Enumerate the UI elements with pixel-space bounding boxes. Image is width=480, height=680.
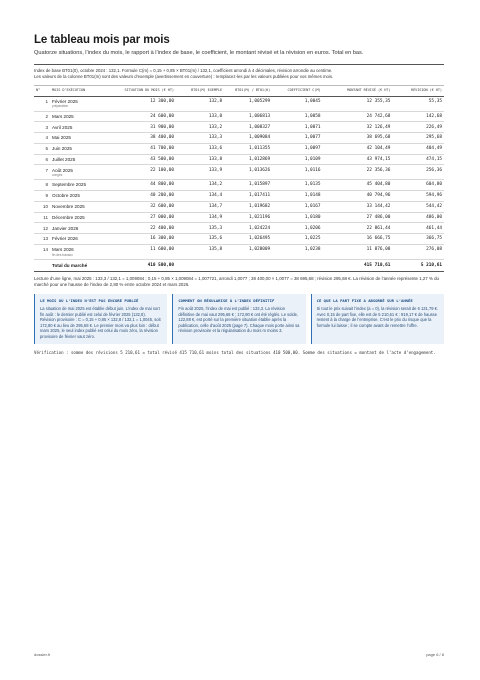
cell-revised-amount [323,223,393,234]
methods-line: Les valeurs de la colonne BT01(m) sont des valeurs d’exemple (avertissement en couverture) : remplacez-les par les valeurs publiées pour vos mêmes mois. [34,74,334,80]
cell-situation-text: 16 300,00 [150,236,174,242]
cell-revised-amount [323,212,393,223]
callout-boxes [34,294,444,344]
cell-bt01-text: 135,6 [208,236,223,242]
cell-situation-text: 44 800,00 [150,182,174,188]
cell-coefficient-text: 1,0225 [304,236,321,242]
cell-ratio-text: 1,015897 [249,182,271,188]
cell-bt01 [176,133,224,144]
cell-bt01-text: 133,2 [208,124,223,130]
cell-number [34,154,50,165]
table-row [34,234,444,245]
total-empty-cell [272,259,322,271]
cell-situation [110,234,176,245]
col-header-month: MOIS D’EXÉCUTION [50,86,110,97]
cell-revision-text: 486,00 [426,214,442,220]
cell-number [34,180,50,191]
cell-revised-amount [323,154,393,165]
cell-month-note: congés [52,173,63,178]
cell-situation-text: 43 500,00 [150,156,174,162]
cell-bt01 [176,191,224,202]
cell-revised-amount [323,133,393,144]
cell-revised-amount [323,191,393,202]
col-header-revised-amount: MONTANT RÉVISÉ (€ HT) [323,86,393,97]
cell-bt01 [176,244,224,259]
cell-number [34,122,50,133]
verification-note: Vérification : somme des révisions 5 210,61 = total révisé 415 710,61 moins total des situations 410 500,00. Somme des situations = montant de l’acte d’engagement. [34,350,436,356]
table-row [34,223,444,234]
cell-situation-text: 31 900,00 [150,124,174,130]
cell-revised-amount [323,165,393,180]
table-row [34,122,444,133]
cell-coefficient [272,212,322,223]
cell-bt01 [176,234,224,245]
col-header-bt01: BT01(M) EXEMPLE [176,86,224,97]
table-row [34,133,444,144]
cell-number-text: 4 [45,135,49,141]
cell-month-text: Novembre 2025 [52,204,85,210]
cell-ratio [224,133,272,144]
cell-revised-amount-text: 43 974,15 [366,156,391,162]
cell-month-text: Octobre 2025 [52,193,80,199]
cell-month-text: Mars 2026 [52,247,74,253]
cell-coefficient [272,143,322,154]
callout-title: COMMENT ON RÉGULARISE À L’INDEX DÉFINITIF [178,298,275,304]
cell-situation [110,212,176,223]
cell-ratio [224,111,272,122]
total-situation: 410 500,00 [110,259,176,271]
table-total-row [34,259,444,271]
cell-ratio-text: 1,011355 [249,146,271,152]
methods-note [34,68,444,80]
cell-number [34,234,50,245]
cell-revision [392,223,444,234]
cell-situation-text: 41 700,00 [150,146,174,152]
cell-revised-amount-text: 12 355,35 [366,98,391,104]
cell-month [50,133,110,144]
cell-ratio [224,244,272,259]
cell-number [34,111,50,122]
cell-month [50,180,110,191]
cell-revised-amount-text: 22 356,36 [366,167,391,173]
cell-coefficient-text: 1,0109 [304,156,321,162]
cell-revision [392,143,444,154]
cell-revised-amount [323,122,393,133]
cell-bt01-text: 135,8 [208,247,223,253]
cell-ratio [224,122,272,133]
cell-bt01 [176,212,224,223]
cell-revised-amount-text: 33 144,42 [366,204,391,210]
cell-bt01 [176,143,224,154]
cell-situation-text: 32 600,00 [150,204,174,210]
cell-month [50,234,110,245]
cell-revised-amount [323,111,393,122]
cell-situation-text: 40 200,00 [150,193,174,199]
table-row [34,165,444,180]
cell-month [50,244,110,259]
cell-revision-text: 142,68 [426,113,442,119]
cell-number-text: 12 [42,225,49,231]
cell-bt01 [176,122,224,133]
table-row [34,212,444,223]
reading-note: Lecture d’une ligne, mai 2025 : 133,3 / 132,1 = 1,009084 ; 0,15 + 0,85 × 1,009084 = 1,007721, arrondi 1,0077 ; 38 400,00 × 1,0077 = 38 695,68 ; révision 295,68 €. La révision de l’année représente 1,27 % du marché pour une hausse de l’index de 2,80 % entre octobre 2024 et mars 2026. [34,276,439,288]
cell-month [50,122,110,133]
cell-month-text: Février 2026 [52,236,78,242]
table-row [34,244,444,259]
cell-coefficient-text: 1,0148 [304,193,321,199]
col-header-situation: SITUATION DU MOIS (€ HT) [110,86,176,97]
cell-number-text: 3 [45,124,49,130]
cell-revised-amount-text: 38 695,68 [366,135,391,141]
callout-text: Fin août 2025, l’index de mai est publié : 133,3. La révision définitive de mai vaut 295,68 € ; 172,80 € ont été réglés. Le solde, 122,88 €, est porté sur la première situation établie après la publication, celle d’août 2025 (page 7). Chaque mois porte ainsi sa révision provisoire et la régularisation du mois m moins 3. [178,306,300,334]
cell-situation [110,180,176,191]
cell-bt01-text: 134,4 [208,193,223,199]
cell-ratio [224,143,272,154]
cell-coefficient-text: 1,0097 [304,146,321,152]
cell-revision [392,244,444,259]
cell-revision [392,154,444,165]
cell-number-text: 13 [42,236,49,242]
cell-coefficient-text: 1,0077 [304,135,321,141]
cell-month-text: Septembre 2025 [52,182,86,188]
cell-coefficient [272,180,322,191]
cell-situation [110,96,176,111]
cell-situation-text: 11 600,00 [150,247,174,253]
cell-revised-amount [323,234,393,245]
cell-number-text: 8 [45,182,49,188]
cell-bt01-text: 134,9 [208,214,223,220]
cell-revised-amount-text: 40 794,96 [366,193,391,199]
table-row [34,191,444,202]
cell-month-note: préparation [52,104,69,109]
cell-bt01-text: 134,2 [208,182,223,188]
cell-coefficient-text: 1,0135 [304,182,321,188]
cell-coefficient-text: 1,0167 [304,204,321,210]
cell-ratio-text: 1,013626 [249,167,271,173]
cell-month-note: fin des travaux [52,252,73,257]
cell-ratio-text: 1,012869 [249,156,271,162]
cell-coefficient [272,133,322,144]
page [34,34,444,356]
total-revised-amount: 415 710,61 [323,259,393,271]
cell-month-text: Mars 2025 [52,113,74,119]
table-row [34,143,444,154]
cell-revised-amount-text: 42 104,49 [366,146,391,152]
cell-bt01 [176,223,224,234]
cell-ratio-text: 1,006813 [249,113,271,119]
cell-revised-amount [323,143,393,154]
cell-bt01-text: 134,7 [208,204,223,210]
callout-text: Si tout le prix suivait l’index (a = 0), la révision serait de 6 131,79 €. Avec 0,15 de part fixe, elle est de 5 210,61 € : 919,17 € de hausse restent à la charge de l’entreprise. C’est le prix du risque que la formule lui laisse ; il se compte avant de remettre l’offre. [316,306,439,328]
cell-month [50,96,110,111]
cell-revised-amount-text: 27 486,00 [366,214,391,220]
cell-ratio-text: 1,019682 [249,204,271,210]
cell-coefficient-text: 1,0180 [304,214,321,220]
table-row [34,154,444,165]
cell-revised-amount-text: 45 404,80 [366,182,391,188]
cell-ratio-text: 1,021196 [249,214,271,220]
cell-bt01-text: 133,3 [208,135,223,141]
total-empty-cell [176,259,224,271]
cell-revision-text: 594,96 [426,193,442,199]
cell-number-text: 2 [45,113,49,119]
footer-page-number: page 6 / 8 [426,652,444,657]
callout-box-provisional [34,294,167,344]
footer-site: dossier.fr [34,652,51,657]
cell-bt01-text: 132,8 [208,98,223,104]
cell-month [50,154,110,165]
cell-bt01 [176,111,224,122]
cell-ratio-text: 1,005299 [249,98,271,104]
cell-coefficient [272,122,322,133]
cell-number-text: 14 [42,247,49,253]
total-empty-cell [34,259,50,271]
cell-revision [392,165,444,180]
cell-number [34,223,50,234]
table-row [34,96,444,111]
cell-coefficient-text: 1,0238 [304,247,321,253]
cell-revised-amount [323,96,393,111]
cell-revision-text: 226,49 [426,124,442,130]
cell-number [34,191,50,202]
cell-bt01 [176,165,224,180]
callout-box-fixed-part [311,294,444,344]
cell-ratio-text: 1,017411 [249,193,271,199]
cell-month [50,111,110,122]
cell-situation [110,223,176,234]
cell-ratio [224,165,272,180]
cell-coefficient [272,234,322,245]
table-row [34,180,444,191]
cell-revision-text: 256,36 [426,167,442,173]
cell-coefficient [272,191,322,202]
cell-number-text: 5 [45,146,49,152]
cell-revision-text: 366,75 [426,236,442,242]
cell-situation-text: 12 300,00 [150,98,174,104]
cell-revision-text: 404,49 [426,146,442,152]
cell-situation [110,154,176,165]
col-header-revision: RÉVISION (€ HT) [392,86,444,97]
cell-revision [392,212,444,223]
cell-month [50,223,110,234]
cell-situation-text: 22 400,00 [150,225,174,231]
cell-bt01-text: 133,0 [208,113,223,119]
cell-revision-text: 604,80 [426,182,442,188]
cell-ratio [224,234,272,245]
cell-revision [392,234,444,245]
cell-coefficient [272,111,322,122]
cell-revision-text: 55,35 [428,98,442,104]
cell-month-text: Février 2025 [52,98,78,104]
cell-ratio [224,212,272,223]
callout-text: La situation de mai 2025 est établie début juin. L’index de mai sort fin août : le dernier publié est celui de février 2025 (132,8). Révision provisoire : C = 0,15 + 0,85 × 132,8 / 132,1 = 1,0045, soit 172,80 € au lieu de 295,68 €. Le premier mois va plus loin : début mars 2025, le seul index publié est celui du mois zéro, la révision provisoire de février vaut zéro. [40,306,161,339]
total-empty-cell [224,259,272,271]
cell-revised-amount [323,201,393,212]
cell-month-text: Mai 2025 [52,135,71,141]
cell-ratio [224,191,272,202]
cell-ratio-text: 1,008327 [249,124,271,130]
cell-ratio-text: 1,009084 [249,135,271,141]
cell-coefficient-text: 1,0206 [304,225,321,231]
page-subtitle: Quatorze situations, l’index du mois, le rapport à l’index de base, le coefficient, le montant révisé et la révision en euros. Total en bas. [34,50,364,56]
cell-number-text: 1 [45,98,49,104]
cell-number [34,133,50,144]
cell-coefficient-text: 1,0058 [304,113,321,119]
cell-ratio-text: 1,024224 [249,225,271,231]
cell-coefficient-text: 1,0116 [304,167,321,173]
cell-number [34,143,50,154]
cell-number [34,96,50,111]
col-header-coefficient: COEFFICIENT C(M) [272,86,322,97]
cell-situation [110,133,176,144]
cell-revision [392,133,444,144]
cell-bt01 [176,180,224,191]
cell-number [34,212,50,223]
cell-number [34,165,50,180]
cell-bt01-text: 135,3 [208,225,223,231]
table-body [34,96,444,271]
cell-month [50,191,110,202]
cell-coefficient [272,223,322,234]
col-header-number: N° [34,86,50,97]
cell-ratio-text: 1,028009 [249,247,271,253]
cell-month [50,201,110,212]
cell-revised-amount-text: 11 876,08 [366,247,391,253]
cell-month-text: Décembre 2025 [52,214,85,220]
cell-revised-amount-text: 16 666,75 [366,236,391,242]
cell-situation [110,111,176,122]
cell-revision-text: 276,08 [426,247,442,253]
cell-bt01-text: 133,6 [208,146,223,152]
callout-box-regularisation [172,294,305,344]
cell-revised-amount [323,180,393,191]
cell-number [34,201,50,212]
cell-bt01-text: 133,8 [208,156,223,162]
total-label: Total du marché [50,259,110,271]
cell-month-text: Avril 2025 [52,124,73,130]
cell-situation-text: 38 400,00 [150,135,174,141]
cell-number-text: 9 [45,193,49,199]
methods-line: Index de base BT01(0), octobre 2024 : 132,1. Formule C(m) = 0,15 + 0,85 × BT01(m) / 132,1, coefficient arrondi à 4 décimales, révision arrondie au centime. [34,68,333,74]
cell-situation [110,191,176,202]
cell-revision-text: 544,42 [426,204,442,210]
cell-ratio [224,201,272,212]
cell-bt01-text: 133,9 [208,167,223,173]
cell-bt01 [176,154,224,165]
cell-revised-amount-text: 24 742,68 [366,113,391,119]
cell-situation-text: 22 100,00 [150,167,174,173]
cell-coefficient [272,96,322,111]
cell-month-text: Juin 2025 [52,146,72,152]
cell-coefficient-text: 1,0045 [304,98,321,104]
cell-situation-text: 24 600,00 [150,113,174,119]
cell-bt01 [176,201,224,212]
cell-situation [110,143,176,154]
cell-month-text: Janvier 2026 [52,225,79,231]
cell-situation [110,165,176,180]
cell-coefficient [272,154,322,165]
cell-ratio [224,154,272,165]
cell-number-text: 6 [45,156,49,162]
cell-month [50,143,110,154]
cell-coefficient [272,201,322,212]
cell-ratio [224,223,272,234]
cell-revision [392,96,444,111]
cell-revision [392,201,444,212]
cell-number-text: 10 [42,204,49,210]
cell-revision [392,180,444,191]
cell-situation [110,122,176,133]
cell-revision-text: 461,44 [426,225,442,231]
cell-situation [110,201,176,212]
cell-situation [110,244,176,259]
cell-month-text: Août 2025 [52,167,73,173]
cell-bt01 [176,96,224,111]
cell-coefficient-text: 1,0071 [304,124,321,130]
cell-ratio-text: 1,026495 [249,236,271,242]
cell-number-text: 11 [43,214,49,220]
table-row [34,111,444,122]
cell-revision-text: 474,15 [426,156,442,162]
table-row [34,201,444,212]
callout-title: LE MOIS OÙ L’INDEX N’EST PAS ENCORE PUBLIÉ [40,298,139,304]
cell-month [50,165,110,180]
cell-revision-text: 295,68 [426,135,442,141]
cell-ratio [224,180,272,191]
cell-revision [392,122,444,133]
cell-number [34,244,50,259]
cell-number-text: 7 [45,167,49,173]
cell-coefficient [272,244,322,259]
col-header-ratio: BT01(M) / BT01(0) [224,86,272,97]
cell-month [50,212,110,223]
table-header-row [34,86,444,97]
cell-revision [392,191,444,202]
cell-revision [392,111,444,122]
cell-coefficient [272,165,322,180]
total-revision: 5 210,61 [392,259,444,271]
revision-table [34,85,444,272]
callout-title: CE QUE LA PART FIXE A ABSORBÉ SUR L’ANNÉE [316,298,413,304]
cell-revised-amount-text: 22 861,44 [366,225,391,231]
cell-month-text: Juillet 2025 [52,156,76,162]
cell-ratio [224,96,272,111]
cell-situation-text: 27 000,00 [150,214,174,220]
title-rule [34,64,444,65]
cell-revised-amount-text: 32 126,49 [366,124,391,130]
cell-revised-amount [323,244,393,259]
page-title: Le tableau mois par mois [34,34,170,46]
